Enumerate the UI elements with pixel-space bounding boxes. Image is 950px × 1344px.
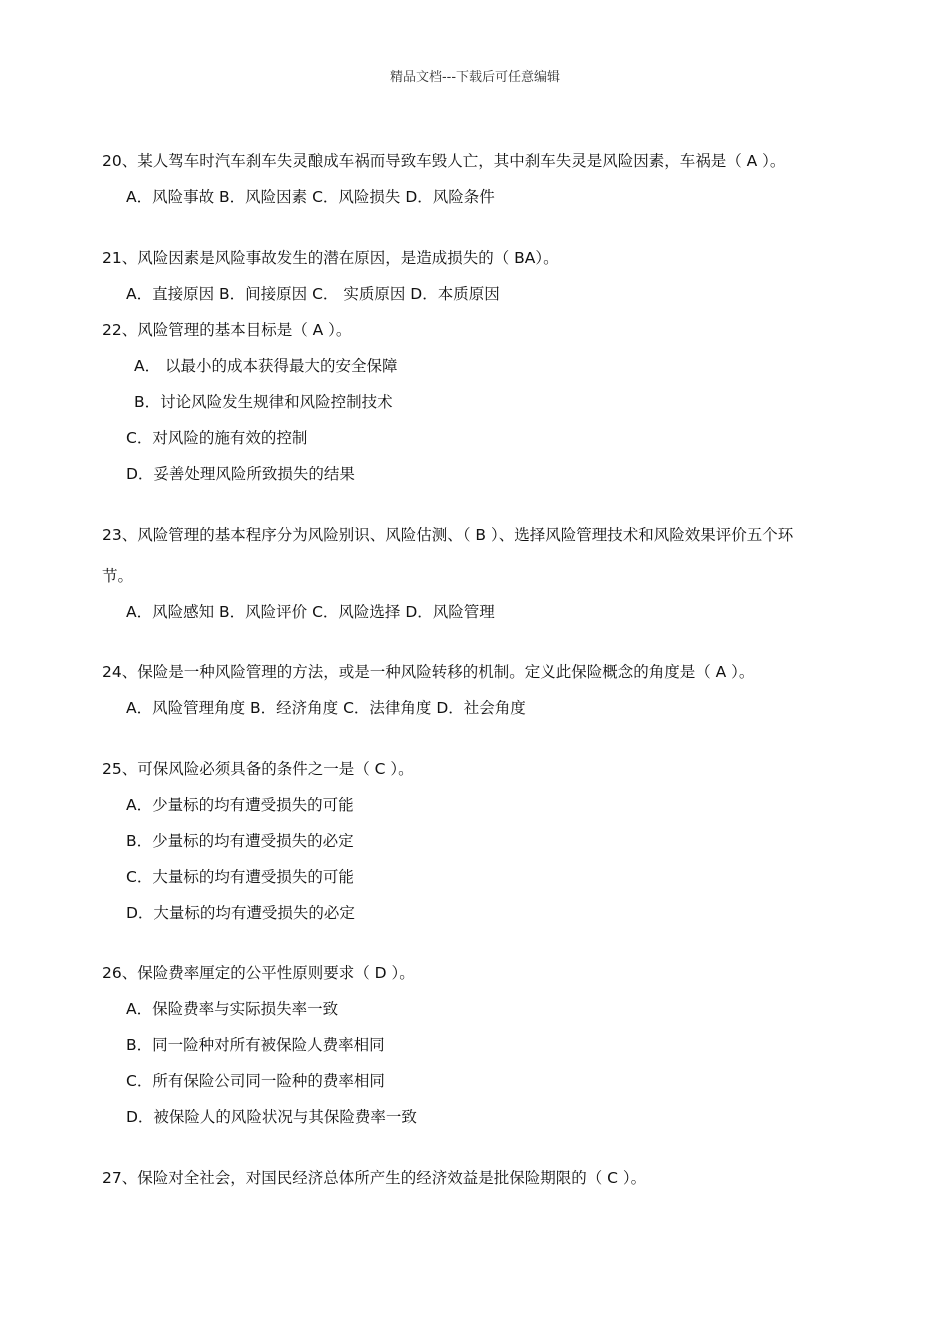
question-25-option-b: B．少量标的均有遭受损失的必定 — [126, 832, 354, 850]
question-23: 23、风险管理的基本程序分为风险别识、风险估测、（ B ）、选择风险管理技术和风险效果评价五个环 — [102, 526, 794, 544]
question-22-option-b: B．讨论风险发生规律和风险控制技术 — [134, 393, 393, 411]
page-header: 精品文档---下载后可任意编辑 — [389, 70, 561, 85]
question-27: 27、保险对全社会，对国民经济总体所产生的经济效益是批保险期限的（ C ）。 — [102, 1169, 647, 1187]
question-24: 24、保险是一种风险管理的方法，或是一种风险转移的机制。定义此保险概念的角度是（ A ）。 — [102, 663, 755, 681]
question-23-continued: 节。 — [102, 567, 134, 585]
question-20-options: A．风险事故 B．风险因素 C．风险损失 D．风险条件 — [126, 188, 495, 206]
question-26-option-c: C．所有保险公司同一险种的费率相同 — [126, 1072, 385, 1090]
question-26-option-d: D．被保险人的风险状况与其保险费率一致 — [126, 1108, 417, 1126]
question-26-option-a: A．保险费率与实际损失率一致 — [126, 1000, 339, 1018]
question-20: 20、某人驾车时汽车刹车失灵酿成车祸而导致车毁人亡，其中刹车失灵是风险因素，车祸是（ A ）。 — [102, 152, 786, 170]
question-22-option-d: D．妥善处理风险所致损失的结果 — [126, 465, 355, 483]
question-22: 22、风险管理的基本目标是（ A ）。 — [102, 321, 352, 339]
question-24-options: A．风险管理角度 B．经济角度 C．法律角度 D．社会角度 — [126, 699, 526, 717]
question-26: 26、保险费率厘定的公平性原则要求（ D ）。 — [102, 964, 415, 982]
question-25-option-d: D．大量标的均有遭受损失的必定 — [126, 904, 355, 922]
question-21: 21、风险因素是风险事故发生的潜在原因，是造成损失的（ BA）。 — [102, 249, 559, 267]
question-25: 25、可保风险必须具备的条件之一是（ C ）。 — [102, 760, 414, 778]
question-23-options: A．风险感知 B．风险评价 C．风险选择 D．风险管理 — [126, 603, 495, 621]
question-21-options: A．直接原因 B．间接原因 C． 实质原因 D．本质原因 — [126, 285, 500, 303]
question-22-option-a: A． 以最小的成本获得最大的安全保障 — [134, 357, 398, 375]
question-25-option-a: A．少量标的均有遭受损失的可能 — [126, 796, 354, 814]
question-22-option-c: C．对风险的施有效的控制 — [126, 429, 308, 447]
question-26-option-b: B．同一险种对所有被保险人费率相同 — [126, 1036, 385, 1054]
question-25-option-c: C．大量标的均有遭受损失的可能 — [126, 868, 354, 886]
